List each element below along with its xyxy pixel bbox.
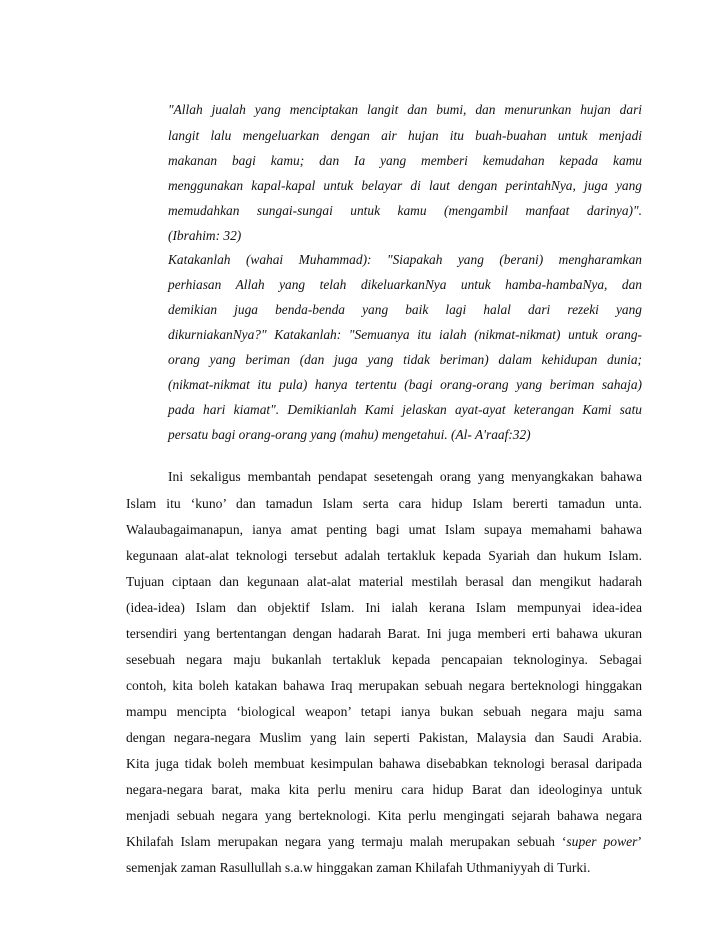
quote-line: langit lalu mengeluarkan dengan air hujan itu buah-buahan untuk menjadi	[168, 128, 642, 143]
paragraph-line: mampu mencipta ‘biological weapon’ tetapi ianya bukan sebuah negara maju sama	[126, 704, 642, 719]
quote-line: dikurniakanNya?" Katakanlah: "Semuanya itu ialah (nikmat-nikmat) untuk orang-	[168, 327, 642, 342]
paragraph-line: dengan negara-negara Muslim yang lain seperti Pakistan, Malaysia dan Saudi Arabia.	[126, 730, 642, 745]
quote-line: Katakanlah (wahai Muhammad): "Siapakah yang (berani) mengharamkan	[168, 252, 642, 267]
italic-term: super power	[566, 834, 638, 849]
line-text: ’	[637, 834, 642, 849]
paragraph-line: negara-negara barat, maka kita perlu meniru cara hidup Barat dan ideologinya untuk	[126, 782, 642, 797]
quote-line: orang yang beriman (dan juga yang tidak beriman) dalam kehidupan dunia;	[168, 352, 642, 367]
paragraph-line: kegunaan alat-alat teknologi tersebut adalah tertakluk kepada Syariah dan hukum Islam.	[126, 548, 642, 563]
paragraph-line: Walaubagaimanapun, ianya amat penting bagi umat Islam supaya memahami bahawa	[126, 522, 642, 537]
paragraph-line: semenjak zaman Rasullullah s.a.w hinggakan zaman Khilafah Uthmaniyyah di Turki.	[126, 860, 591, 875]
quote-line: makanan bagi kamu; dan Ia yang memberi kemudahan kepada kamu	[168, 153, 642, 168]
paragraph-line: sesebuah negara maju bukanlah tertakluk kepada pencapaian teknologinya. Sebagai	[126, 652, 642, 667]
paragraph-line: Kita juga tidak boleh membuat kesimpulan bahawa disebabkan teknologi berasal daripada	[126, 756, 642, 771]
paragraph-line: Ini sekaligus membantah pendapat sesetengah orang yang menyangkakan bahawa	[168, 469, 642, 484]
quote-line: "Allah jualah yang menciptakan langit dan bumi, dan menurunkan hujan dari	[168, 102, 642, 117]
paragraph-line: Tujuan ciptaan dan kegunaan alat-alat material mestilah berasal dan mengikut hadarah	[126, 574, 642, 589]
quote-citation: persatu bagi orang-orang yang (mahu) mengetahui. (Al- A'raaf:32)	[168, 427, 531, 442]
quote-line: perhiasan Allah yang telah dikeluarkanNya untuk hamba-hambaNya, dan	[168, 277, 642, 292]
quote-line: pada hari kiamat". Demikianlah Kami jelaskan ayat-ayat keterangan Kami satu	[168, 402, 642, 417]
paragraph-line: Islam itu ‘kuno’ dan tamadun Islam serta cara hidup Islam bererti tamadun unta.	[126, 496, 642, 511]
paragraph-line: (idea-idea) Islam dan objektif Islam. Ini ialah kerana Islam mempunyai idea-idea	[126, 600, 642, 615]
quote-line: menggunakan kapal-kapal untuk belayar di laut dengan perintahNya, juga yang	[168, 178, 642, 193]
paragraph-line	[126, 833, 642, 851]
quote-line: memudahkan sungai-sungai untuk kamu (mengambil manfaat darinya)".	[168, 203, 642, 218]
quote-citation: (Ibrahim: 32)	[168, 228, 242, 243]
paragraph-line: contoh, kita boleh katakan bahawa Iraq merupakan sebuah negara berteknologi hinggakan	[126, 678, 642, 693]
quote-line: (nikmat-nikmat itu pula) hanya tertentu (bagi orang-orang yang beriman sahaja)	[168, 377, 642, 392]
paragraph-line: tersendiri yang bertentangan dengan hadarah Barat. Ini juga memberi erti bahawa ukuran	[126, 626, 642, 641]
quote-line: demikian juga benda-benda yang baik lagi halal dari rezeki yang	[168, 302, 642, 317]
line-text: Khilafah Islam merupakan negara yang termaju malah merupakan sebuah ‘	[126, 834, 567, 849]
paragraph-line: menjadi sebuah negara yang berteknologi. Kita perlu mengingati sejarah bahawa negara	[126, 808, 642, 823]
